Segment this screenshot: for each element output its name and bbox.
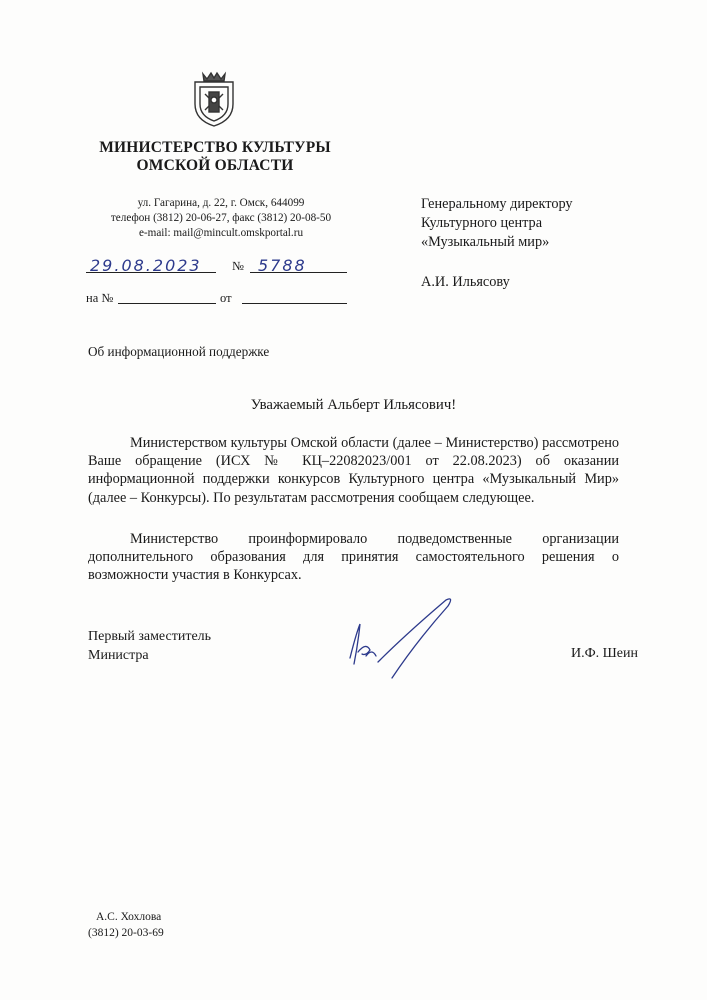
organization-name-line2: ОМСКОЙ ОБЛАСТИ bbox=[136, 157, 294, 174]
registration-number-label: № bbox=[232, 259, 244, 273]
body-paragraph-2: Министерство проинформировало подведомственные организации дополнительного образования для принятия самостоятельного решения о возможности участия в Конкурсах. bbox=[88, 531, 619, 584]
coat-of-arms-icon bbox=[189, 70, 239, 128]
letter-body-2 bbox=[88, 530, 619, 585]
body-paragraph-1: Министерством культуры Омской области (далее – Министерство) рассмотрено Ваше обращение (ИСХ № КЦ–22082023/001 от 22.08.2023) об оказании информационной поддержки конкурсов Культурного центра «Музыкальный Мир» (далее – Конкурсы). По результатам рассмотрения сообщаем следующее. bbox=[88, 435, 619, 506]
recipient-line1: Генеральному директору bbox=[421, 196, 573, 212]
handwritten-signature-icon bbox=[336, 594, 476, 684]
recipient-line2: Культурного центра bbox=[421, 215, 543, 231]
executor-phone: (3812) 20-03-69 bbox=[88, 927, 164, 939]
organization-address: ул. Гагарина, д. 22, г. Омск, 644099 bbox=[137, 197, 305, 209]
signer-position-line2: Министра bbox=[88, 648, 149, 663]
letter-subject: Об информационной поддержке bbox=[88, 344, 270, 359]
organization-email[interactable]: e-mail: mail@mincult.omskportal.ru bbox=[138, 227, 304, 239]
registration-date: 29.08.2023 bbox=[90, 256, 202, 275]
recipient-name: А.И. Ильясову bbox=[421, 274, 510, 290]
registration-number: 5788 bbox=[258, 256, 307, 275]
signer-name: И.Ф. Шеин bbox=[571, 646, 638, 661]
signer-position-line1: Первый заместитель bbox=[88, 629, 212, 644]
reference-date-label: от bbox=[220, 291, 232, 305]
organization-phone: телефон (3812) 20-06-27, факс (3812) 20-08-50 bbox=[110, 212, 332, 224]
executor-name: А.С. Хохлова bbox=[96, 911, 162, 923]
organization-name-line1: МИНИСТЕРСТВО КУЛЬТУРЫ bbox=[99, 139, 331, 156]
letter-greeting: Уважаемый Альберт Ильясович! bbox=[250, 397, 457, 413]
recipient-line3: «Музыкальный мир» bbox=[421, 234, 550, 250]
letter-body bbox=[88, 434, 619, 507]
reference-number-label: на № bbox=[86, 291, 114, 305]
